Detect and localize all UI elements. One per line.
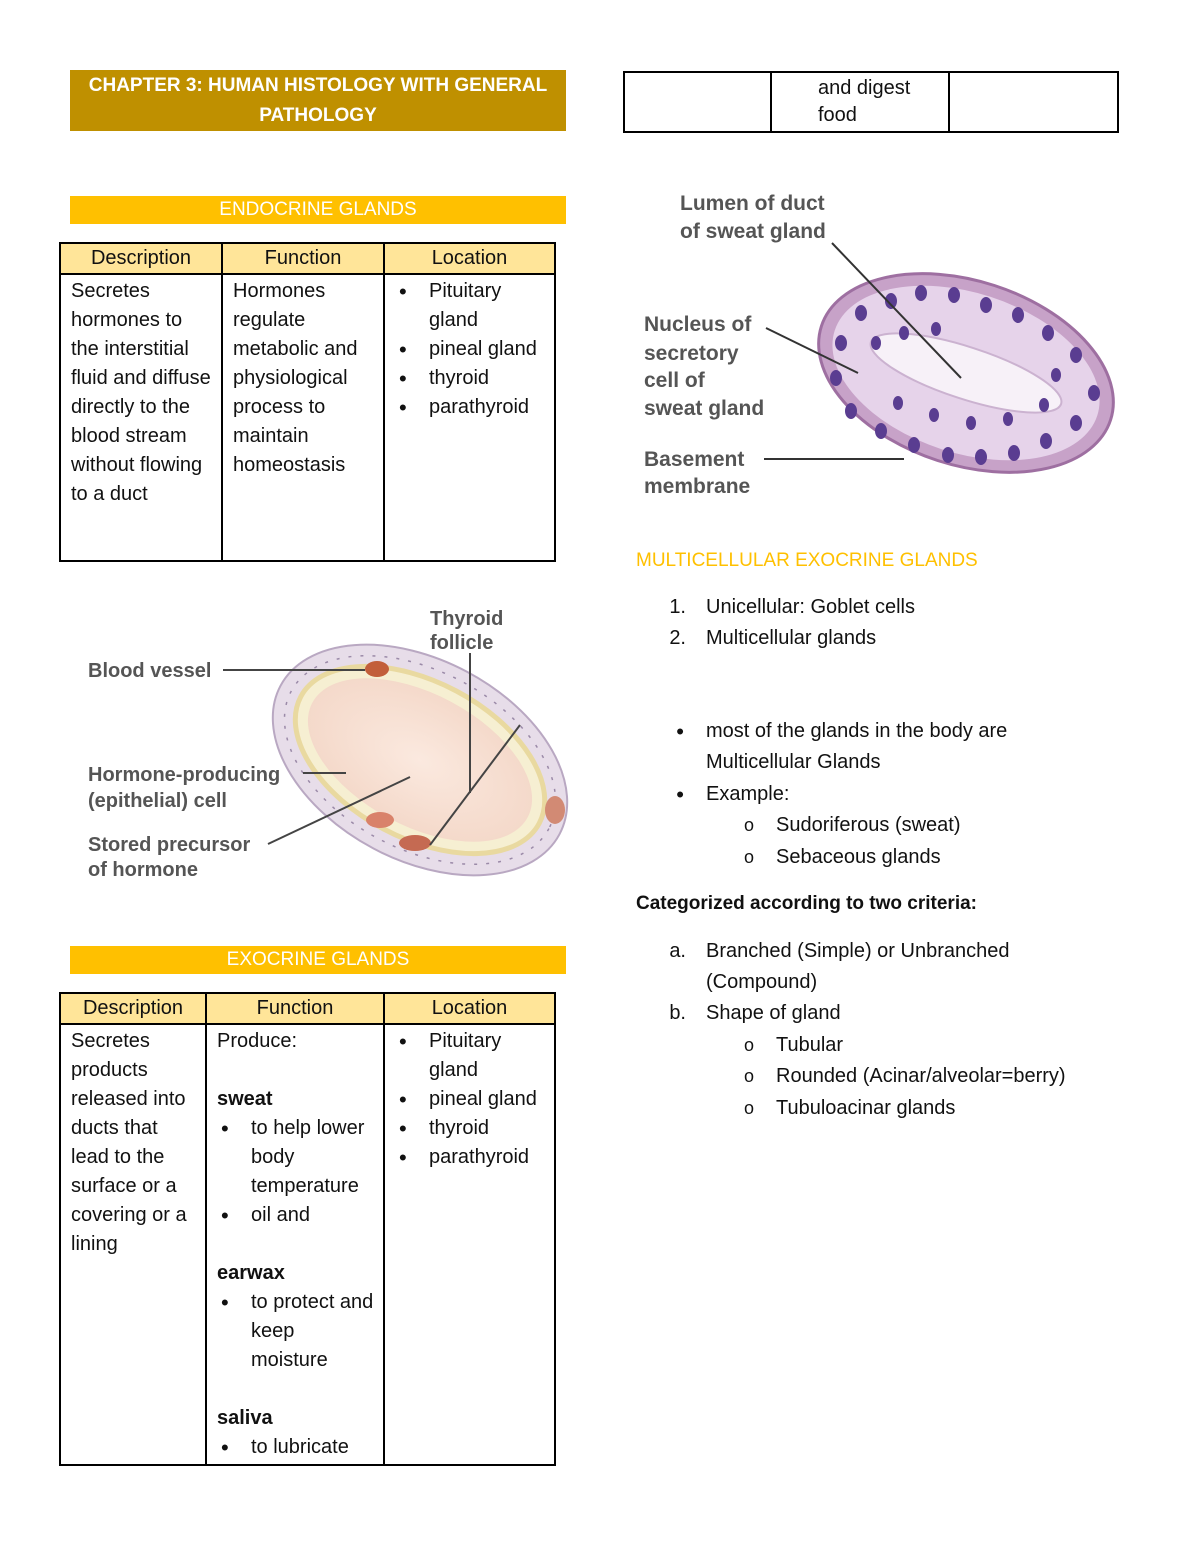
basement-label-2: membrane <box>644 475 751 498</box>
product-name-earwax: earwax <box>217 1262 285 1284</box>
list-item: • pineal gland <box>395 1085 546 1114</box>
hormone-cell-label-1: Hormone-producing <box>88 764 281 786</box>
exocrine-location-list <box>395 1027 546 1172</box>
col-header-location: Location <box>384 993 555 1024</box>
continued-row <box>624 72 1118 132</box>
exocrine-table <box>59 992 556 1466</box>
list-item: • to help lower body temperature <box>217 1114 375 1201</box>
stored-precursor-label-2: of hormone <box>88 859 198 881</box>
continued-location <box>949 72 1118 132</box>
list-item: • parathyroid <box>395 393 546 422</box>
exocrine-description: Secretes products released into ducts that lead to the surface or a covering or a lining <box>60 1024 206 1465</box>
list-item: • pineal gland <box>395 335 546 364</box>
criteria-heading: Categorized according to two criteria: <box>636 893 977 914</box>
thyroid-follicle-label-2: follicle <box>430 632 494 654</box>
nucleus-label-4: sweat gland <box>644 397 765 420</box>
list-item: • to protect and keep moisture <box>217 1288 375 1375</box>
thyroid-follicle-figure <box>80 595 570 895</box>
product-name-saliva: saliva <box>217 1407 273 1429</box>
exocrine-function-cell <box>206 1024 384 1465</box>
endocrine-body-row <box>60 274 555 561</box>
list-item: • oil and <box>217 1201 375 1230</box>
exocrine-body-row <box>60 1024 555 1465</box>
lumen-label-1: Lumen of duct <box>680 192 825 215</box>
chapter-title-banner <box>70 70 566 131</box>
endocrine-header-row <box>60 243 555 274</box>
sweat-gland-figure <box>636 183 1126 503</box>
endocrine-location-list <box>395 277 546 422</box>
endocrine-section-title: ENDOCRINE GLANDS <box>70 196 566 224</box>
list-item: • thyroid <box>395 364 546 393</box>
blood-vessel-label: Blood vessel <box>88 660 212 682</box>
col-header-description: Description <box>60 243 222 274</box>
continued-description <box>624 72 771 132</box>
continued-table <box>623 71 1119 133</box>
exocrine-header-row <box>60 993 555 1024</box>
nucleus-label-3: cell of <box>644 369 705 392</box>
list-item: • Pituitary gland <box>395 1027 546 1085</box>
sweat-gland-drawing <box>793 239 1126 503</box>
thyroid-follicle-drawing <box>234 598 570 895</box>
col-header-function: Function <box>206 993 384 1024</box>
list-item: • thyroid <box>395 1114 546 1143</box>
list-item: • to lubricate <box>217 1433 375 1462</box>
lumen-label-2: of sweat gland <box>680 220 826 243</box>
col-header-description: Description <box>60 993 206 1024</box>
endocrine-location-cell <box>384 274 555 561</box>
hormone-cell-label-2: (epithelial) cell <box>88 790 227 812</box>
list-item: • parathyroid <box>395 1143 546 1172</box>
chapter-title: CHAPTER 3: HUMAN HISTOLOGY WITH GENERAL PATHOLOGY <box>88 74 548 126</box>
basement-label-1: Basement <box>644 448 745 471</box>
endocrine-function: Hormones regulate metabolic and physiological process to maintain homeostasis <box>222 274 384 561</box>
earwax-uses <box>217 1288 375 1375</box>
sweat-uses <box>217 1114 375 1230</box>
saliva-uses <box>217 1433 375 1462</box>
endocrine-description: Secretes hormones to the interstitial fluid and diffuse directly to the blood stream without flowing to a duct <box>60 274 222 561</box>
exocrine-section-title: EXOCRINE GLANDS <box>70 946 566 974</box>
function-intro: Produce: <box>217 1030 298 1052</box>
nucleus-label-1: Nucleus of <box>644 313 752 336</box>
continued-function: and digest food <box>771 72 949 132</box>
nucleus-label-2: secretory <box>644 342 739 365</box>
exocrine-location-cell <box>384 1024 555 1465</box>
stored-precursor-label-1: Stored precursor <box>88 834 251 856</box>
list-item: • Pituitary gland <box>395 277 546 335</box>
col-header-function: Function <box>222 243 384 274</box>
product-name-sweat: sweat <box>217 1088 273 1110</box>
multicellular-section-title: MULTICELLULAR EXOCRINE GLANDS <box>636 550 978 571</box>
col-header-location: Location <box>384 243 555 274</box>
endocrine-table <box>59 242 556 562</box>
thyroid-follicle-label-1: Thyroid <box>430 608 504 630</box>
